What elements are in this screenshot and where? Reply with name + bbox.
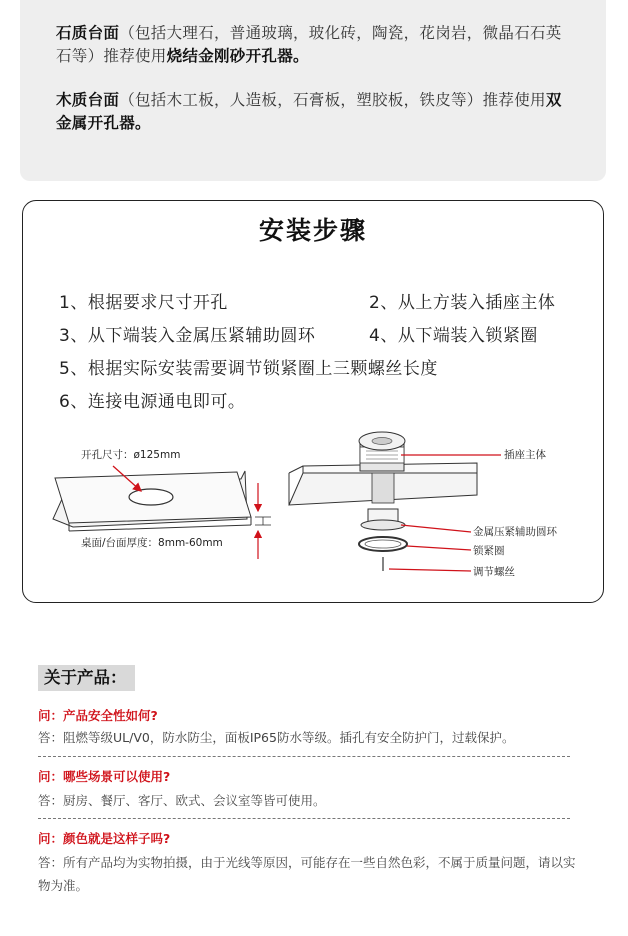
socket-body-label: 插座主体	[504, 449, 546, 461]
thickness-label: 桌面/台面厚度：8mm-60mm	[81, 537, 223, 549]
lock-ring-label: 锁紧圈	[473, 545, 505, 557]
install-steps-box	[22, 200, 604, 603]
faq-question-2: 问：哪些场景可以使用?	[38, 769, 171, 784]
wood-material-desc: （包括木工板，人造板，石膏板，塑胶板，铁皮等）推荐使用	[119, 91, 546, 109]
install-title: 安装步骤	[258, 216, 367, 245]
hole-size-label: 开孔尺寸：ø125mm	[81, 449, 181, 461]
stone-material-tool: 烧结金刚砂开孔器。	[166, 47, 309, 65]
screw-label: 调节螺丝	[473, 566, 515, 578]
material-panel	[20, 0, 606, 181]
install-step-2: 2、从上方装入插座主体	[369, 293, 556, 313]
metal-ring-label: 金属压紧辅助圆环	[473, 526, 557, 538]
installation-diagram	[23, 201, 603, 601]
stone-material-desc: （包括大理石，普通玻璃，玻化砖，陶瓷，花岗岩，微晶石石英石等）推荐使用	[56, 24, 562, 65]
faq-heading: 关于产品：	[38, 665, 135, 691]
install-step-5: 5、根据实际安装需要调节锁紧圈上三颗螺丝长度	[59, 359, 438, 379]
install-step-3: 3、从下端装入金属压紧辅助圆环	[59, 326, 316, 346]
wood-material-note	[56, 89, 570, 135]
faq-question-3: 问：颜色就是这样子吗?	[38, 831, 171, 846]
wood-material-tool: 双金属开孔器。	[56, 91, 562, 132]
faq-answer-3: 答：所有产品均为实物拍摄，由于光线等原因，可能存在一些自然色彩，不属于质量问题，请以实物为准。	[38, 855, 576, 893]
socket-assembly-drawing	[289, 432, 501, 571]
install-step-1: 1、根据要求尺寸开孔	[59, 293, 228, 313]
install-step-6: 6、连接电源通电即可。	[59, 392, 246, 412]
stone-material-note	[56, 22, 570, 68]
faq-answer-1: 答：阻燃等级UL/V0，防水防尘，面板IP65防水等级。插孔有安全防护门，过载保护。	[38, 730, 515, 745]
faq-answer-2: 答：厨房、餐厅、客厅、欧式、会议室等皆可使用。	[38, 793, 326, 808]
faq-divider	[38, 818, 570, 819]
install-step-4: 4、从下端装入锁紧圈	[369, 326, 538, 346]
faq-divider	[38, 756, 570, 757]
cutout-hole	[129, 489, 173, 505]
faq-question-1: 问：产品安全性如何?	[38, 708, 158, 723]
wood-material-title: 木质台面	[56, 91, 120, 109]
stone-material-title: 石质台面	[56, 24, 120, 42]
